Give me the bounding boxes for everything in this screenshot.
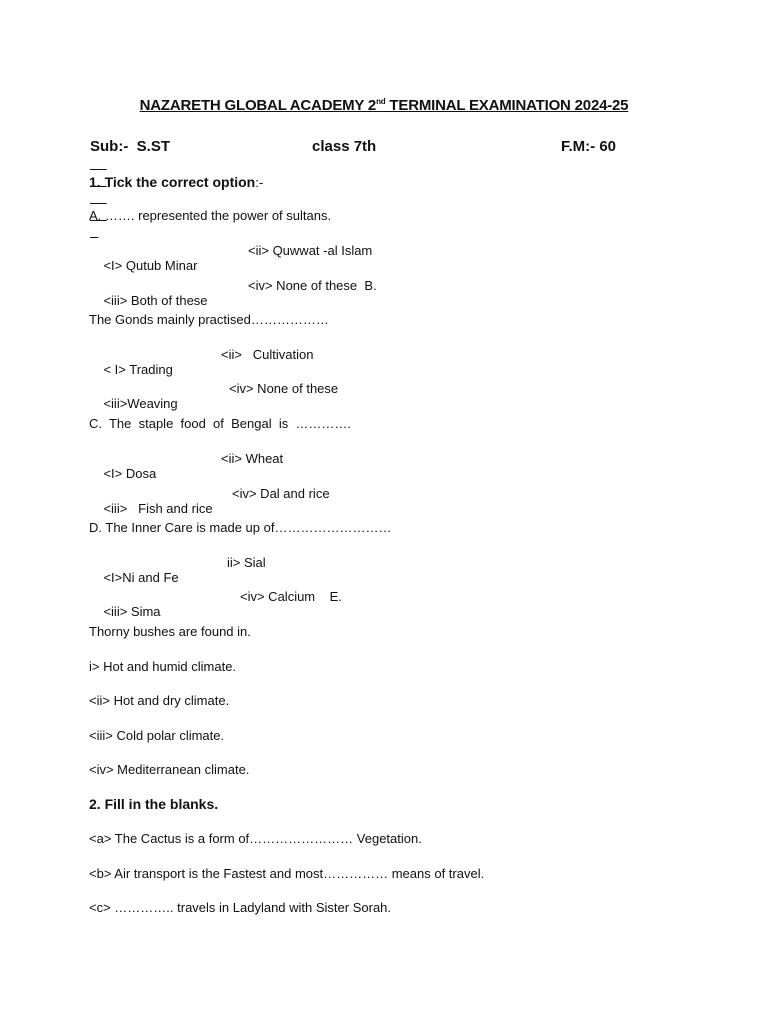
option: ii> Sial [227, 555, 266, 570]
title-superscript: nd [376, 97, 386, 106]
q1e-option: <iv> Mediterranean climate. [89, 762, 250, 777]
q1e-question: Thorny bushes are found in. [89, 624, 251, 639]
q1a-question: A. ……. represented the power of sultans. [89, 208, 332, 223]
q2b-item: <b> Air transport is the Fastest and most…………… means of travel. [89, 866, 485, 881]
option: <ii> Wheat [221, 451, 284, 466]
option: <I> Dosa [103, 466, 157, 481]
q1c-question: C. The staple food of Bengal is …………. [89, 416, 352, 431]
subject-line [90, 138, 621, 158]
q1e-option: <ii> Hot and dry climate. [89, 693, 230, 708]
q1b-options-row2 [89, 381, 689, 441]
q1e-option: <iii> Cold polar climate. [89, 728, 225, 743]
title-text-end: TERMINAL EXAMINATION 2024-25 [385, 97, 629, 114]
q1c-options-row2 [89, 486, 689, 546]
option: <iv> None of these B. [248, 278, 377, 293]
q1d-options-row2 [89, 589, 689, 649]
subject-label: Sub:- S.ST [90, 138, 170, 155]
exam-title [0, 97, 768, 114]
option: <iii> Sima [103, 604, 161, 619]
q1-heading: 1. Tick the correct option:- [89, 174, 264, 190]
class-label: class 7th [312, 138, 377, 155]
q1a-options-row2 [89, 278, 689, 338]
option: <I>Ni and Fe [103, 570, 179, 585]
q1b-question: The Gonds mainly practised……………… [89, 312, 329, 327]
q1d-question: D. The Inner Care is made up of……………………… [89, 520, 392, 535]
option: <ii> Quwwat -al Islam [248, 243, 373, 258]
option: <I> Qutub Minar [103, 258, 198, 273]
option: <ii> Cultivation [221, 347, 314, 362]
full-marks-label: F.M:- 60 [561, 138, 617, 155]
option: <iv> Dal and rice [232, 486, 330, 501]
option: <iii>Weaving [103, 396, 178, 411]
title-text: NAZARETH GLOBAL ACADEMY 2 [139, 97, 377, 114]
q1e-option: i> Hot and humid climate. [89, 659, 237, 674]
option: < I> Trading [103, 362, 173, 377]
q2c-item: <c> ………….. travels in Ladyland with Sister Sorah. [89, 900, 392, 915]
q2-heading: 2. Fill in the blanks. [89, 796, 219, 812]
option: <iv> Calcium E. [240, 589, 342, 604]
option: <iii> Fish and rice [103, 501, 213, 516]
option: <iv> None of these [229, 381, 339, 396]
option: <iii> Both of these [103, 293, 208, 308]
q2a-item: <a> The Cactus is a form of…………………… Vegetation. [89, 831, 422, 846]
